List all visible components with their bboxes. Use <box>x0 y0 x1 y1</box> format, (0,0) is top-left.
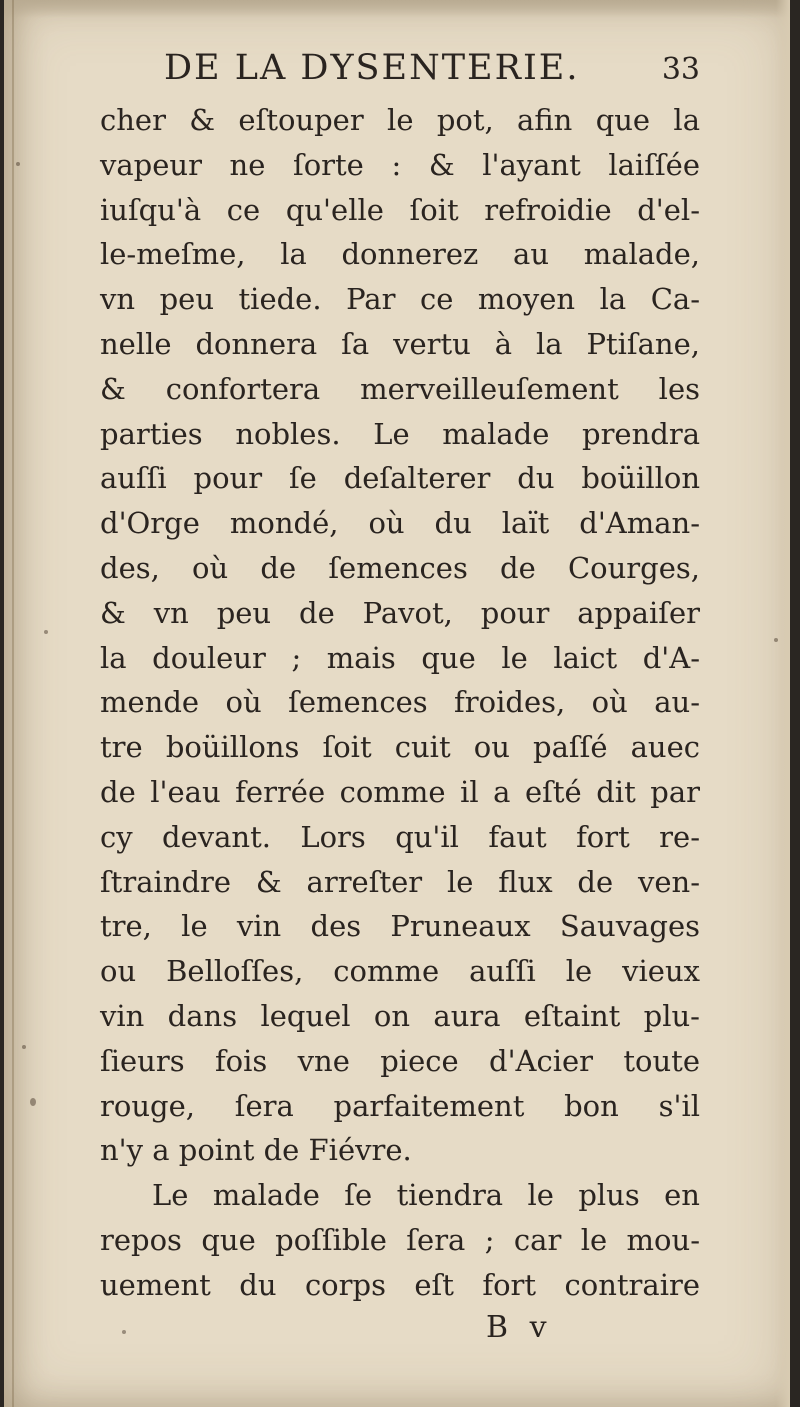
ink-speck <box>774 638 778 642</box>
text-line: parties nobles. Le malade prendra <box>100 416 700 451</box>
top-page-shadow <box>4 0 790 18</box>
text-line: ſieurs fois vne piece d'Acier toute <box>100 1043 700 1078</box>
text-line: le-meſme, la donnerez au malade, <box>100 237 700 272</box>
ink-speck <box>30 1098 36 1106</box>
text-line: vn peu tiede. Par ce moyen la Ca- <box>100 282 700 317</box>
text-line: Le malade ſe tiendra le plus en <box>152 1178 700 1213</box>
ink-speck <box>16 162 20 166</box>
signature-mark: B v <box>486 1310 553 1345</box>
text-line: repos que poſſible ſera ; car le mou- <box>100 1222 700 1257</box>
running-head <box>100 48 700 98</box>
text-line: la douleur ; mais que le laict d'A- <box>100 640 700 675</box>
text-line: ou Belloſſes, comme auſſi le vieux <box>100 954 700 989</box>
text-line: nelle donnera ſa vertu à la Ptiſane, <box>100 326 700 361</box>
text-line: vapeur ne ſorte : & l'ayant laiſſée <box>100 147 700 182</box>
book-page <box>4 0 790 1407</box>
text-line: mende où ſemences froides, où au- <box>100 685 700 720</box>
text-line: n'y a point de Fiévre. <box>100 1133 412 1168</box>
text-line: ſtraindre & arreſter le flux de ven- <box>100 864 700 899</box>
ink-speck <box>44 630 48 634</box>
page-number: 33 <box>661 52 700 87</box>
page-edge <box>776 0 790 1407</box>
text-line: iuſqu'à ce qu'elle ſoit refroidie d'el- <box>100 192 700 227</box>
text-line: cy devant. Lors qu'il faut fort re- <box>100 819 700 854</box>
page-text <box>100 48 700 1308</box>
text-line: tre, le vin des Pruneaux Sauvages <box>100 909 700 944</box>
text-line: vin dans lequel on aura eſtaint plu- <box>100 998 700 1033</box>
running-title: DE LA DYSENTERIE. <box>164 48 580 88</box>
text-line: auſſi pour ſe deſalterer du boüillon <box>100 461 700 496</box>
ink-speck <box>122 1330 126 1334</box>
text-line: & confortera merveilleuſement les <box>100 371 700 406</box>
text-line: & vn peu de Pavot, pour appaiſer <box>100 595 700 630</box>
text-line: d'Orge mondé, où du laït d'Aman- <box>100 506 700 541</box>
gutter-fold <box>12 0 14 1407</box>
text-line: uement du corps eſt fort contraire <box>100 1267 700 1302</box>
text-line: rouge, ſera parfaitement bon s'il <box>100 1088 700 1123</box>
text-line: cher & eſtouper le pot, afin que la <box>100 103 700 137</box>
ink-speck <box>22 1045 26 1049</box>
text-line: des, où de ſemences de Courges, <box>100 550 700 585</box>
text-line: tre boüillons ſoit cuit ou paſſé auec <box>100 730 700 765</box>
text-line: de l'eau ferrée comme il a eſté dit par <box>100 774 700 809</box>
